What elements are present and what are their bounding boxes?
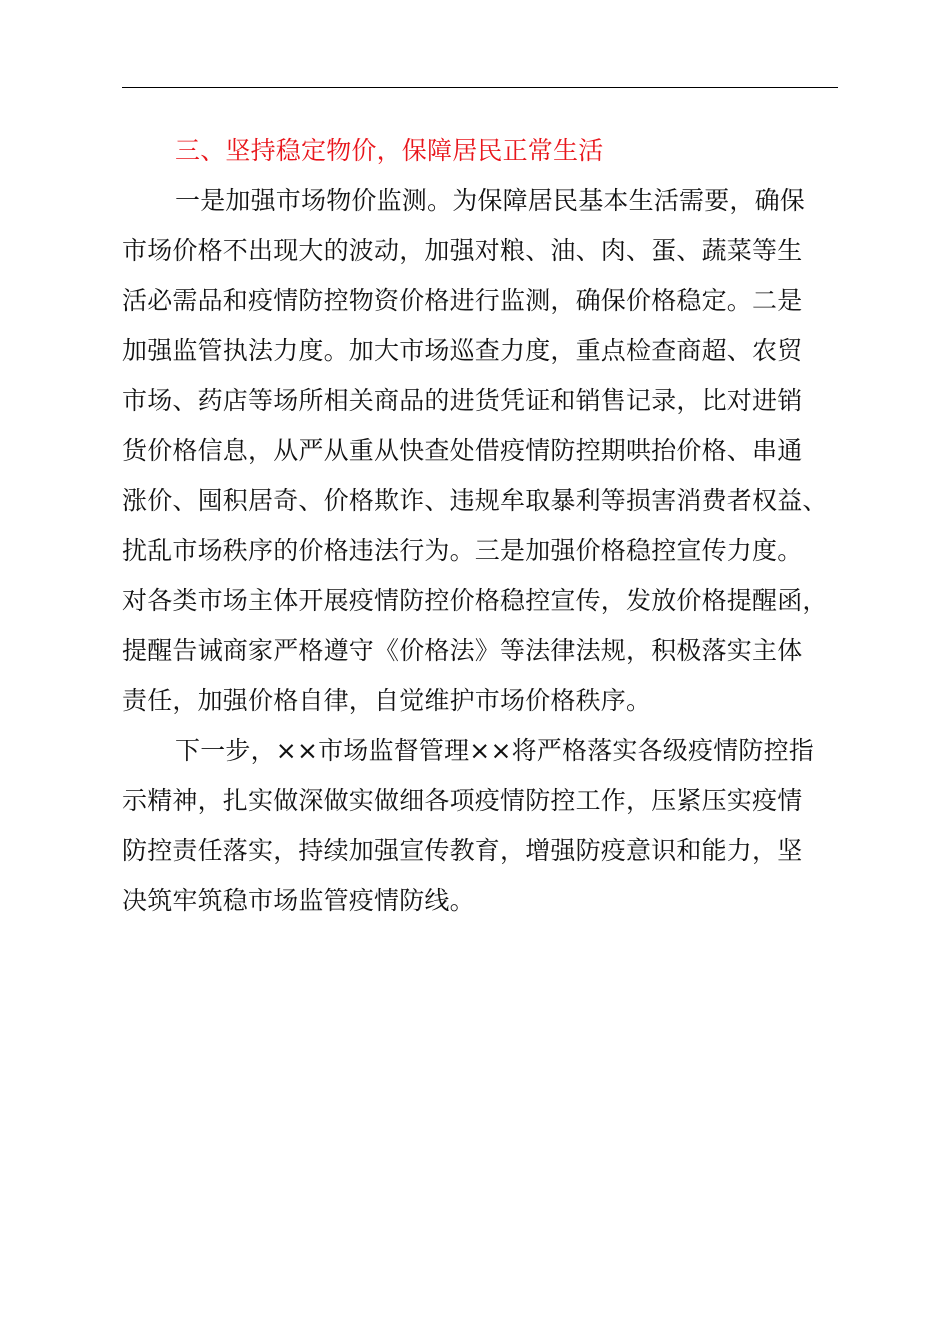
section-heading: 三、坚持稳定物价，保障居民正常生活 — [175, 136, 604, 165]
text-line: 示精神，扎实做深做实做细各项疫情防控工作，压紧压实疫情 — [122, 786, 803, 815]
text-line: 一是加强市场物价监测。为保障居民基本生活需要，确保 — [175, 186, 806, 215]
paragraph-next-steps — [122, 726, 838, 926]
text-line: 防控责任落实，持续加强宣传教育，增强防疫意识和能力，坚 — [122, 836, 803, 865]
text-line: 责任，加强价格自律，自觉维护市场价格秩序。 — [122, 686, 652, 715]
text-line: 对各类市场主体开展疫情防控价格稳控宣传，发放价格提醒函， — [122, 586, 828, 615]
header-rule — [122, 87, 838, 88]
text-line: 货价格信息，从严从重从快查处借疫情防控期哄抬价格、串通 — [122, 436, 803, 465]
text-line: 决筑牢筑稳市场监管疫情防线。 — [122, 886, 475, 915]
text-line: 提醒告诫商家严格遵守《价格法》等法律法规，积极落实主体 — [122, 636, 803, 665]
paragraph-price-measures — [122, 176, 838, 726]
text-line: 下一步，××市场监督管理××将严格落实各级疫情防控指 — [175, 736, 814, 765]
document-body — [122, 126, 838, 926]
text-line: 活必需品和疫情防控物资价格进行监测，确保价格稳定。二是 — [122, 286, 803, 315]
text-line: 涨价、囤积居奇、价格欺诈、违规牟取暴利等损害消费者权益、 — [122, 486, 828, 515]
text-line: 扰乱市场秩序的价格违法行为。三是加强价格稳控宣传力度。 — [122, 536, 803, 565]
text-line: 加强监管执法力度。加大市场巡查力度，重点检查商超、农贸 — [122, 336, 803, 365]
text-line: 市场价格不出现大的波动，加强对粮、油、肉、蛋、蔬菜等生 — [122, 236, 803, 265]
text-line: 市场、药店等场所相关商品的进货凭证和销售记录，比对进销 — [122, 386, 803, 415]
